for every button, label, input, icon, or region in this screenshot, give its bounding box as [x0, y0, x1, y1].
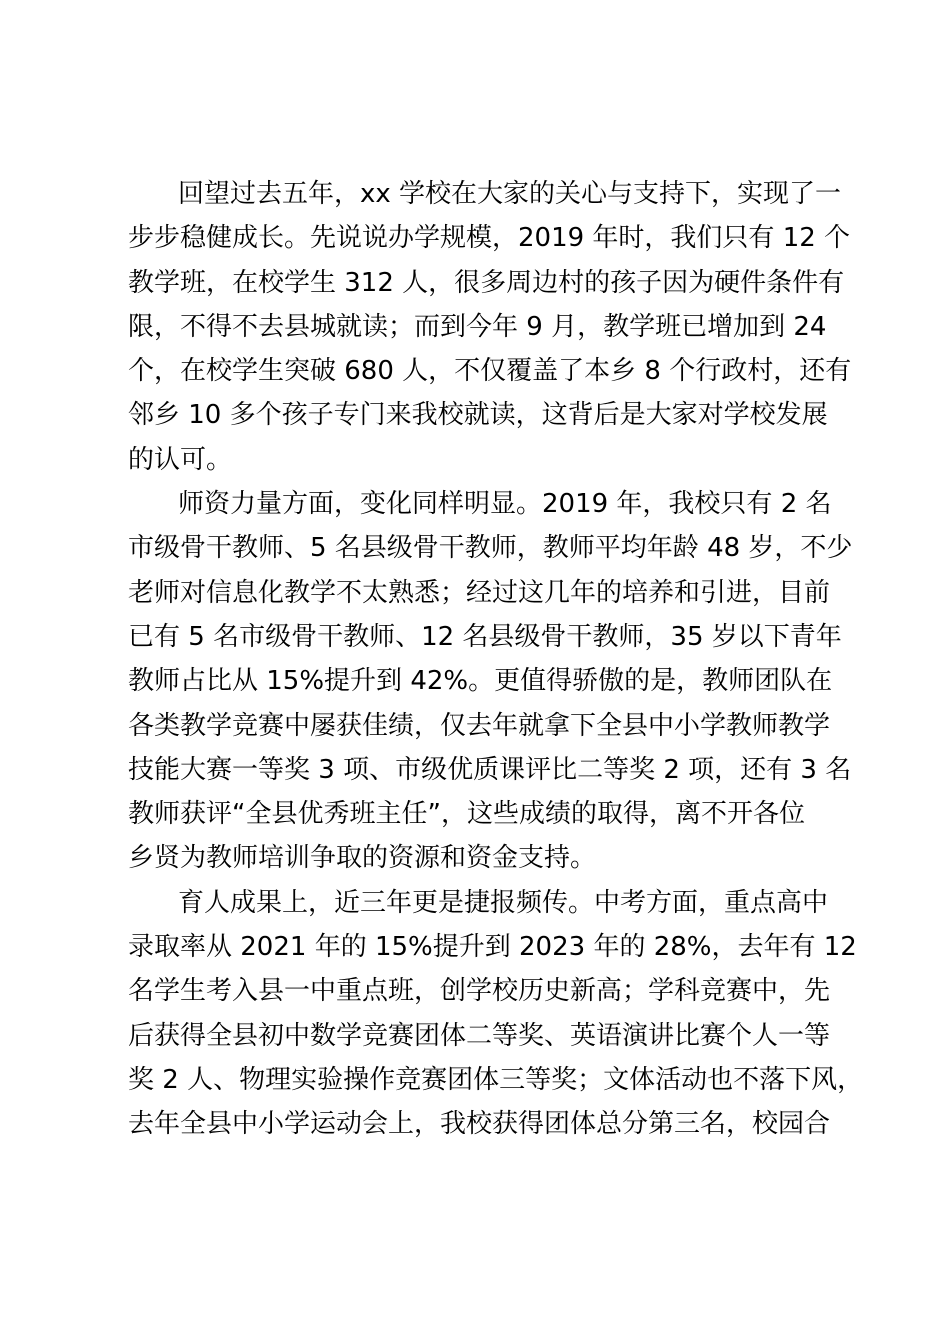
- paragraph-2-line-6: 各类教学竞赛中屡获佳绩，仅去年就拿下全县中小学教师教学: [128, 710, 831, 741]
- paragraph-2-line-3: 老师对信息化教学不太熟悉；经过这几年的培养和引进，目前: [128, 577, 831, 608]
- paragraph-1-line-6: 邻乡 10 多个孩子专门来我校就读，这背后是大家对学校发展: [128, 400, 828, 431]
- paragraph-2-line-8: 教师获评“全县优秀班主任”，这些成绩的取得，离不开各位: [128, 799, 805, 830]
- paragraph-1-line-2: 步步稳健成长。先说说办学规模，2019 年时，我们只有 12 个: [128, 223, 851, 254]
- paragraph-1-line-7: 的认可。: [128, 444, 233, 475]
- paragraph-3-line-3: 名学生考入县一中重点班，创学校历史新高；学科竞赛中，先: [128, 976, 831, 1007]
- paragraph-3-line-4: 后获得全县初中数学竞赛团体二等奖、英语演讲比赛个人一等: [128, 1020, 831, 1051]
- paragraph-1-line-3: 教学班，在校学生 312 人，很多周边村的孩子因为硬件条件有: [128, 267, 845, 298]
- paragraph-2-line-9: 乡贤为教师培训争取的资源和资金支持。: [128, 843, 597, 874]
- paragraph-2-line-7: 技能大赛一等奖 3 项、市级优质课评比二等奖 2 项，还有 3 名: [128, 754, 852, 785]
- paragraph-3-line-6: 去年全县中小学运动会上，我校获得团体总分第三名，校园合: [128, 1109, 831, 1140]
- paragraph-3-line-1: 育人成果上，近三年更是捷报频传。中考方面，重点高中: [178, 887, 829, 918]
- paragraph-2-line-4: 已有 5 名市级骨干教师、12 名县级骨干教师，35 岁以下青年: [128, 621, 842, 652]
- paragraph-2-line-2: 市级骨干教师、5 名县级骨干教师，教师平均年龄 48 岁，不少: [128, 533, 853, 564]
- paragraph-2-line-1: 师资力量方面，变化同样明显。2019 年，我校只有 2 名: [178, 489, 832, 520]
- paragraph-1-line-1: 回望过去五年，xx 学校在大家的关心与支持下，实现了一: [178, 179, 842, 209]
- paragraph-1-line-5: 个，在校学生突破 680 人，不仅覆盖了本乡 8 个行政村，还有: [128, 356, 852, 387]
- paragraph-3-line-2: 录取率从 2021 年的 15%提升到 2023 年的 28%，去年有 12: [128, 932, 857, 963]
- paragraph-3-line-5: 奖 2 人、物理实验操作竞赛团体三等奖；文体活动也不落下风，: [128, 1064, 864, 1095]
- paragraph-1-line-4: 限，不得不去县城就读；而到今年 9 月，教学班已增加到 24: [128, 311, 827, 342]
- paragraph-2-line-5: 教师占比从 15%提升到 42%。更值得骄傲的是，教师团队在: [128, 666, 833, 697]
- document-body: [128, 172, 864, 1147]
